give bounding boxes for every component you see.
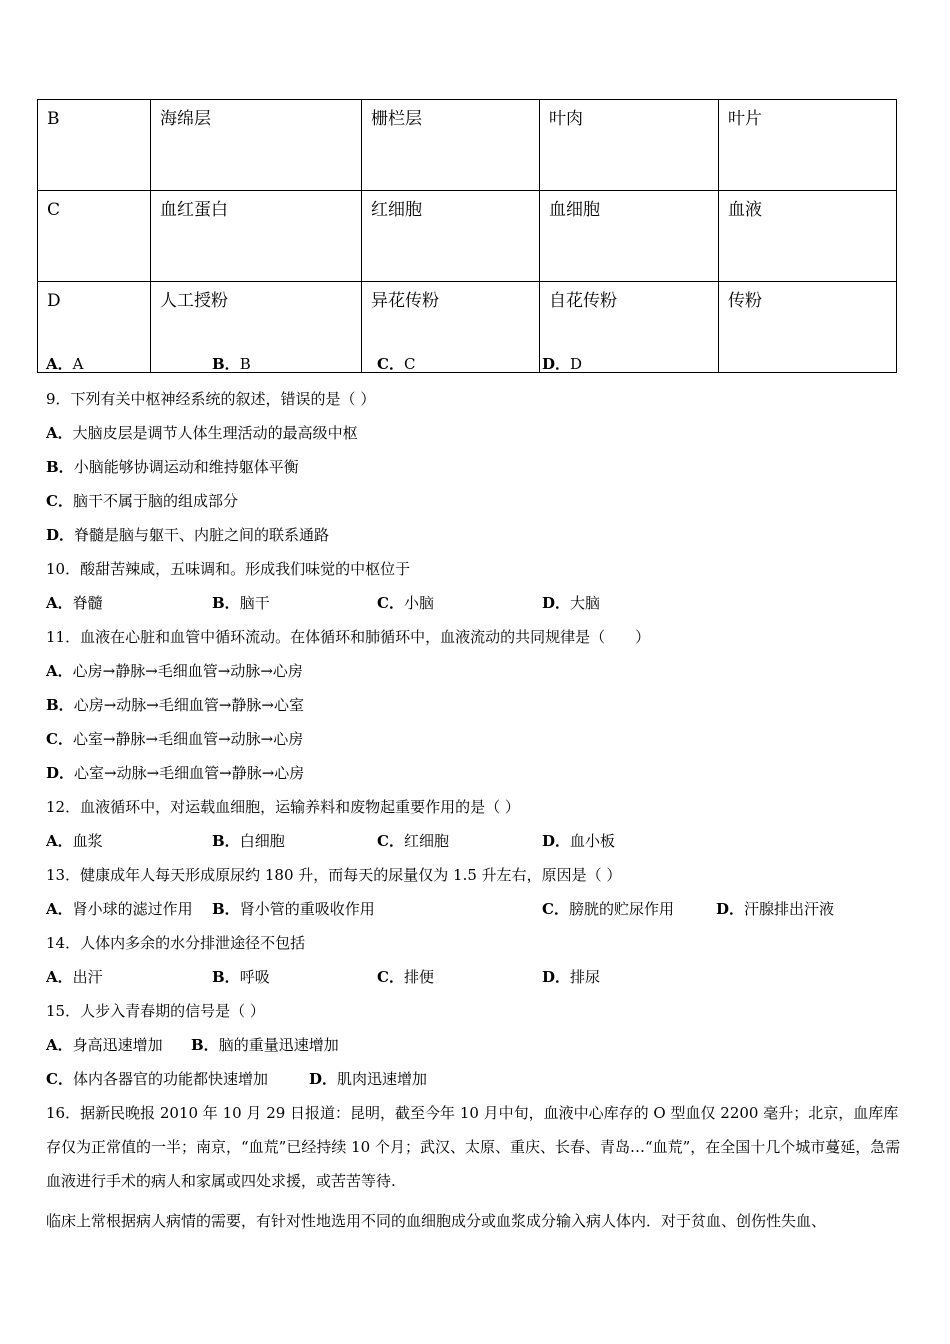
q9-option-d: D．脊髓是脑与躯干、内脏之间的联系通路 <box>46 526 330 544</box>
q8-option-d: D．D <box>542 355 583 373</box>
q11-option-a: A．心房→静脉→毛细血管→动脉→心房 <box>46 662 303 680</box>
table-cell: 异花传粉 <box>362 282 540 373</box>
table-row <box>38 282 897 373</box>
q8-option-b: B．B <box>212 355 251 373</box>
q10-option-d: D．大脑 <box>542 594 601 612</box>
q14-stem: 14．人体内多余的水分排泄途径不包括 <box>46 934 306 952</box>
q13-option-b: B．肾小管的重吸收作用 <box>212 900 375 918</box>
q8-option-c: C．C <box>377 355 416 373</box>
q14-option-a: A．出汗 <box>46 968 103 986</box>
table-cell: 叶肉 <box>540 100 719 191</box>
table-cell: 血红蛋白 <box>151 191 362 282</box>
table-cell: D <box>38 282 151 373</box>
q12-option-c: C．红细胞 <box>377 832 449 850</box>
q10-option-a: A．脊髓 <box>46 594 103 612</box>
q14-option-c: C．排便 <box>377 968 434 986</box>
q15-option-d: D．肌肉迅速增加 <box>309 1070 428 1088</box>
q12-stem: 12．血液循环中，对运载血细胞，运输养料和废物起重要作用的是（ ） <box>46 798 520 816</box>
q11-stem: 11．血液在心脏和血管中循环流动。在体循环和肺循环中，血液流动的共同规律是（ ） <box>46 628 651 646</box>
table-cell: 人工授粉 <box>151 282 362 373</box>
q9-option-b: B．小脑能够协调运动和维持躯体平衡 <box>46 458 299 476</box>
q9-option-c: C．脑干不属于脑的组成部分 <box>46 492 238 510</box>
q15-option-c: C．体内各器官的功能都快速增加 <box>46 1070 268 1088</box>
q14-option-d: D．排尿 <box>542 968 601 986</box>
q13-option-a: A．肾小球的滤过作用 <box>46 900 193 918</box>
table-cell: 传粉 <box>719 282 897 373</box>
table-row <box>38 100 897 191</box>
q15-option-a: A．身高迅速增加 <box>46 1036 163 1054</box>
table-cell: 栅栏层 <box>362 100 540 191</box>
q14-option-b: B．呼吸 <box>212 968 270 986</box>
table-cell: 海绵层 <box>151 100 362 191</box>
q10-option-b: B．脑干 <box>212 594 270 612</box>
options-table <box>37 99 897 373</box>
q12-option-b: B．白细胞 <box>212 832 285 850</box>
q12-option-d: D．血小板 <box>542 832 616 850</box>
table-cell: 自花传粉 <box>540 282 719 373</box>
table-cell: B <box>38 100 151 191</box>
table-cell: 血液 <box>719 191 897 282</box>
q13-stem: 13．健康成年人每天形成原尿约 180 升，而每天的尿量仅为 1.5 升左右，原因是（ ） <box>46 866 622 884</box>
q13-option-d: D．汗腺排出汗液 <box>716 900 835 918</box>
table-cell: C <box>38 191 151 282</box>
table-cell: 叶片 <box>719 100 897 191</box>
q15-option-b: B．脑的重量迅速增加 <box>191 1036 339 1054</box>
q10-option-c: C．小脑 <box>377 594 434 612</box>
q12-option-a: A．血浆 <box>46 832 103 850</box>
q13-option-c: C．膀胱的贮尿作用 <box>542 900 674 918</box>
q9-stem: 9．下列有关中枢神经系统的叙述，错误的是（ ） <box>46 390 376 408</box>
q11-option-b: B．心房→动脉→毛细血管→静脉→心室 <box>46 696 304 714</box>
q11-option-d: D．心室→动脉→毛细血管→静脉→心房 <box>46 764 305 782</box>
q9-option-a: A．大脑皮层是调节人体生理活动的最高级中枢 <box>46 424 358 442</box>
q10-stem: 10．酸甜苦辣咸，五味调和。形成我们味觉的中枢位于 <box>46 560 411 578</box>
q11-option-c: C．心室→静脉→毛细血管→动脉→心房 <box>46 730 304 748</box>
q16-paragraph: 16．据新民晚报 2010 年 10 月 29 日报道：昆明，截至今年 10 月中旬，血液中心库存的 O 型血仅 2200 毫升；北京，血库库存仅为正常值的一半；南京，“血荒”已经持续 10 个月；武汉、太原、重庆、长春、青岛…“血荒”，在全国十几个城市蔓延，急需血液进行手术的病人和家属或四处求援，或苦苦等待. <box>46 1104 901 1190</box>
q16-paragraph-2: 临床上常根据病人病情的需要，有针对性地选用不同的血细胞成分或血浆成分输入病人体内．对于贫血、创伤性失血、 <box>46 1212 827 1230</box>
q8-option-a: A．A <box>46 355 84 373</box>
table-row <box>38 191 897 282</box>
table-cell: 红细胞 <box>362 191 540 282</box>
table-cell: 血细胞 <box>540 191 719 282</box>
q15-stem: 15．人步入青春期的信号是（ ） <box>46 1002 265 1020</box>
